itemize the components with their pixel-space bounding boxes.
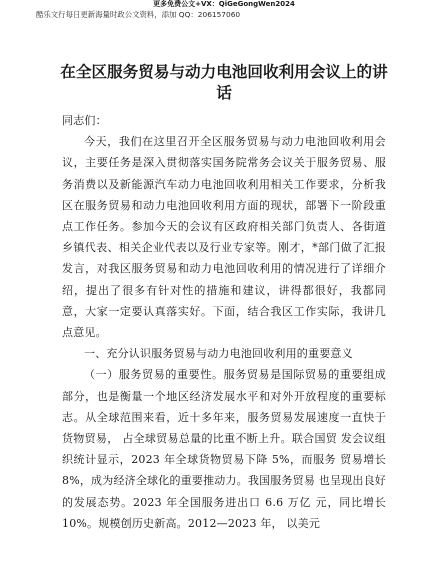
- document-body: [62, 110, 386, 534]
- paragraph-intro: 今天，我们在这里召开全区服务贸易与动力电池回收利用会议，主要任务是深入贯彻落实国务院常务会议关于服务贸易、服务消费以及新能源汽车动力电池回收利用相关工作要求，分析我区在服务贸易和动力电池回收利用方面的现状，部署下一阶段重点工作任务。参加今天的会议有区政府相关部门负责人、各街道乡镇代表、相关企业代表以及行业专家等。刚才，*部门做了汇报发言，对我区服务贸易和动力电池回收利用的情况进行了详细介绍，提出了很多有针对性的措施和建议，讲得都很好，我都同意，大家一定要认真落实好。下面，结合我区工作实际，我讲几点意见。: [62, 135, 386, 340]
- top-banner: 更多免费公文+VX：QiGeGongWen2024: [153, 0, 295, 8]
- section-heading-1: 一、充分认识服务贸易与动力电池回收利用的重要意义: [84, 347, 353, 361]
- greeting: 同志们：: [62, 114, 107, 127]
- document-title: 在全区服务贸易与动力电池回收利用会议上的讲话: [60, 63, 388, 102]
- paragraph-service-trade: （一）服务贸易的重要性。服务贸易是国际贸易的重要组成部分，也是衡量一个地区经济发展水平和对外开放程度的重要标志。从全球范围来看，近十多年来，服务贸易发展速度一直快于货物贸易， 占全球贸易总量的比重不断上升。联合国贸 发会议组织统计显示，2023 年全球货物贸易下降 5%，而服务 贸易增长 8%，成为经济全球化的重要推动力。我国服务贸易 也呈现出良好的发展态势。2023 年全国服务进出口 6.6 万亿 元，同比增长 10%。规模创历史新高。2012—2023 年， 以美元: [62, 368, 386, 530]
- sub-banner: 酷乐文行每日更新海量时政公文资料，添加 QQ：206157060: [36, 10, 241, 19]
